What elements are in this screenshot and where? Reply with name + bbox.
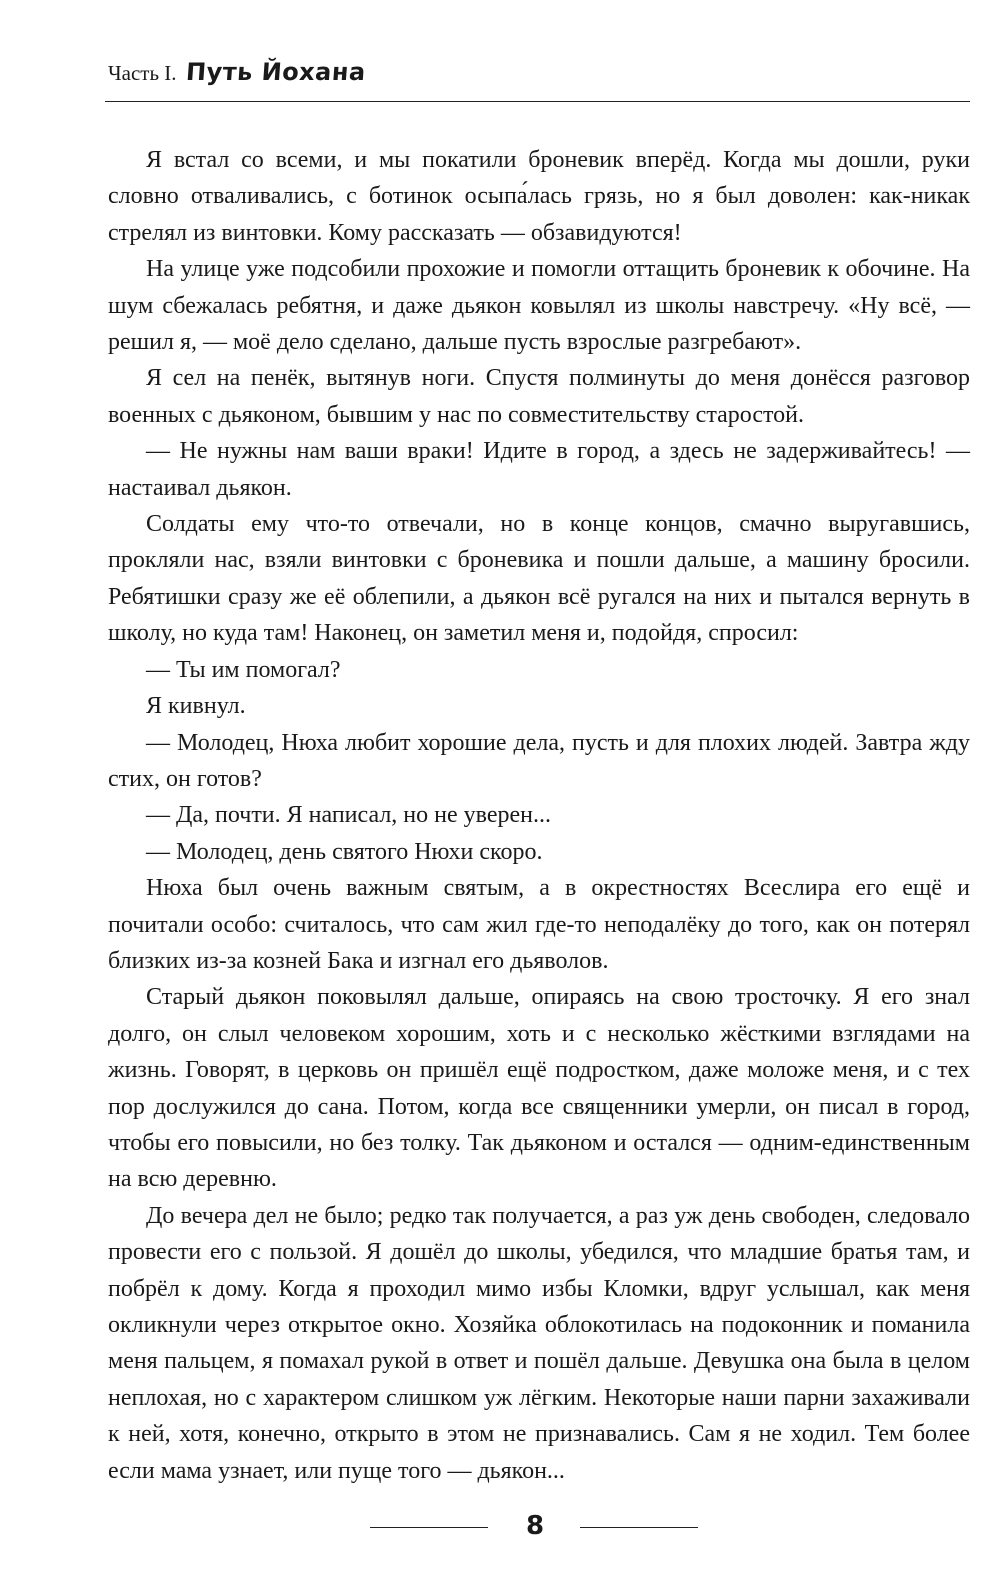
- paragraph: — Не нужны нам ваши враки! Идите в город, а здесь не задерживайтесь! — настаивал дьякон.: [108, 438, 970, 501]
- page-footer: [370, 1508, 700, 1544]
- header-part-label: Часть I.: [108, 61, 177, 85]
- header-title: Путь Йохана: [184, 58, 367, 86]
- paragraph: Старый дьякон поковылял дальше, опираясь на свою тросточку. Я его знал долго, он слыл человеком хорошим, хоть и с несколько жёсткими взглядами на жизнь. Говорят, в церковь он пришёл ещё подростком, даже моложе меня, и с тех пор дослужился до сана. Потом, когда все священники умерли, он писал в город, чтобы его повысили, но без толку. Так дьяконом и остался — одним-единственным на всю деревню.: [108, 984, 970, 1193]
- footer-rule-left: [370, 1527, 488, 1528]
- paragraph: — Ты им помогал?: [146, 656, 341, 683]
- body-text: [108, 142, 970, 1489]
- paragraph: Я сел на пенёк, вытянув ноги. Спустя полминуты до меня донёсся разговор военных с дьяконом, бывшим у нас по совместительству старостой.: [108, 365, 970, 428]
- header-rule: [105, 101, 970, 102]
- paragraph: Я встал со всеми, и мы покатили броневик вперёд. Когда мы дошли, руки словно отваливались, с ботинок осыпа́лась грязь, но я был доволен: как-никак стрелял из винтовки. Кому рассказать — обзавидуются!: [108, 147, 970, 246]
- paragraph: — Да, почти. Я написал, но не уверен...: [146, 802, 551, 829]
- paragraph: До вечера дел не было; редко так получается, а раз уж день свободен, следовало провести его с пользой. Я дошёл до школы, убедился, что младшие братья там, и побрёл к дому. Когда я проходил мимо избы Кломки, вдруг услышал, как меня окликнули через открытое окно. Хозяйка облокотилась на подоконник и поманила меня пальцем, я помахал рукой в ответ и пошёл дальше. Девушка она была в целом неплохая, но с характером слишком уж лёгким. Некоторые наши парни захаживали к ней, хотя, конечно, открыто в этом не признавались. Сам я не ходил. Тем более если мама узнает, или пуще того — дьякон...: [108, 1202, 970, 1484]
- paragraph: — Молодец, день святого Нюхи скоро.: [146, 838, 543, 865]
- paragraph: — Молодец, Нюха любит хорошие дела, пусть и для плохих людей. Завтра жду стих, он готов?: [108, 729, 970, 792]
- running-header: [108, 58, 970, 96]
- paragraph: Солдаты ему что-то отвечали, но в конце концов, смачно выругавшись, прокляли нас, взяли винтовки с броневика и пошли дальше, а машину бросили. Ребятишки сразу же её облепили, а дьякон всё ругался на них и пытался вернуть в школу, но куда там! Наконец, он заметил меня и, подойдя, спросил:: [108, 511, 970, 647]
- page-number: 8: [525, 1511, 545, 1541]
- paragraph: Нюха был очень важным святым, а в окрестностях Всеслира его ещё и почитали особо: считалось, что сам жил где-то неподалёку до того, как он потерял близких из-за козней Бака и изгнал его дьяволов.: [108, 875, 970, 974]
- footer-rule-right: [580, 1527, 698, 1528]
- paragraph: Я кивнул.: [146, 693, 246, 720]
- paragraph: На улице уже подсобили прохожие и помогли оттащить броневик к обочине. На шум сбежалась ребятня, и даже дьякон ковылял из школы навстречу. «Ну всё, — решил я, — моё дело сделано, дальше пусть взрослые разгребают».: [108, 256, 970, 356]
